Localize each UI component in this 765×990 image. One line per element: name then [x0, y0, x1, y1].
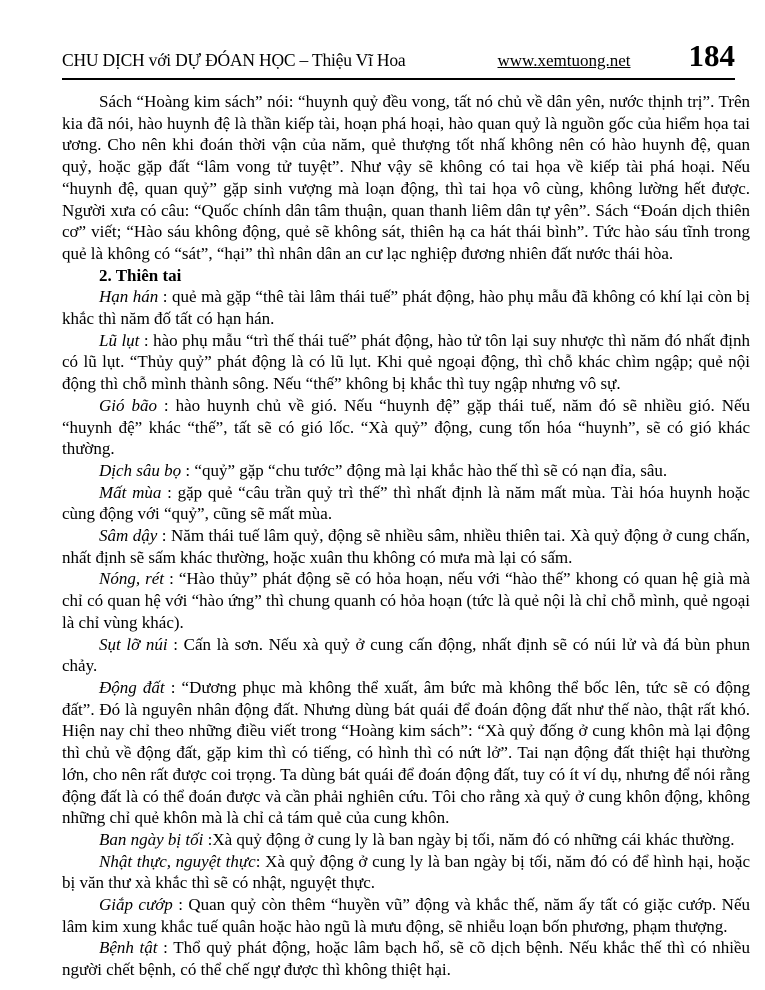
page-body	[62, 91, 750, 981]
disaster-entry: Lũ lụt : hào phụ mẫu “trì thế thái tuế” phát động, hào tử tôn lại suy nhược thì năm đó nhất định có lũ lụt. “Thủy quỷ” phát động là có lũ lụt. Khi quẻ ngoại động, thì chỗ khác chìm ngập; quẻ nội động thì chỗ mình thành sông. Nếu “thế” không bị khắc thì tuy ngập nhưng vô sự.	[62, 330, 750, 394]
disaster-entry: Mất mùa : gặp quẻ “câu trần quỷ trì thế” thì nhất định là năm mất mùa. Tài hóa huynh hoặc cùng động với “quỷ”, cũng sẽ mất mùa.	[62, 482, 750, 524]
disaster-entry: Giắp cướp : Quan quỷ còn thêm “huyền vũ” động và khắc thế, năm ấy tất có giặc cướp. Nếu lâm kim xung khắc tuế quân hoặc hào ngũ là mưu động, sẽ nhiễu loạn bốn phương, phạm thượng.	[62, 895, 750, 936]
disaster-entry: Nóng, rét : “Hào thủy” phát động sẽ có hỏa hoạn, nếu với “hào thế” khong có quan hệ già mà chỉ có quan hệ với “hào ứng” thì chung quanh có hỏa hoạn (tức là quẻ nội là chỉ chỗ mình, quẻ ngoại là chỉ vùng khác).	[62, 569, 750, 632]
website-url: www.xemtuong.net	[497, 51, 631, 70]
entry-term: Dịch sâu bọ	[99, 460, 182, 480]
entry-term: Động đất	[99, 677, 165, 697]
entry-term: Giắp cướp	[99, 895, 173, 915]
disaster-entry: Động đất : “Dương phục mà không thể xuất, âm bức mà không thể bốc lên, tức sẽ có động đất”. Đó là nguyên nhân động đất. Nhưng dùng bát quái để đoán động đất như thế nào, thật rất khó. Hiện nay chỉ theo những điều viết trong “Hoàng kim sách”: “Xà quỷ đống ở cung khôn mà lại động thì chủ về động đất, gặp kim thì có tiếng, có hình thì có nứt lở”. Tai nạn động đất thiệt hại thường lớn, cho nên rất được coi trọng. Ta dùng bát quái để đoán động đất, tuy có ít ví dụ, nhưng để nói rằng động đất là có thể đoán được và cần phải nghiên cứu. Tôi cho rằng xà quỷ ở cung khôn động, không những chỉ quẻ khôn mà là chỉ cả tám quẻ của cung khôn.	[62, 677, 751, 828]
disaster-entry: Gió bão : hào huynh chủ về gió. Nếu “huynh đệ” gặp thái tuế, năm đó sẽ nhiều gió. Nếu “huynh đệ” khác “thế”, tất sẽ có gió lốc. “Xà quỷ” động, cung tốn hóa “huynh”, sẽ có gió khác thường.	[62, 395, 751, 459]
section-heading: 2. Thiên tai	[99, 265, 182, 285]
disaster-entry: Sâm dậy : Năm thái tuế lâm quỷ, động sẽ nhiều sâm, nhiều thiên tai. Xà quỷ động ở cung chấn, nhất định sẽ sấm khác thường, hoặc xuân thu không có mưa mà lại có sấm.	[62, 526, 750, 567]
entry-term: Mất mùa	[99, 482, 162, 502]
entry-term: Sụt lỡ núi	[99, 634, 168, 654]
entry-term: Hạn hán	[99, 287, 159, 307]
disaster-entry: Bệnh tật : Thổ quỷ phát động, hoặc lâm bạch hổ, sẽ cõ dịch bệnh. Nếu khắc thế thì có nhiều người chết bệnh, có thể chế ngự được thì không thiệt hại.	[62, 938, 750, 980]
intro-paragraph: Sách “Hoàng kim sách” nói: “huynh quỷ đều vong, tất nó chủ về dân yên, nước thịnh trị”. Trên kia đã nói, hào huynh đệ là thần kiếp tài, hoạn phá hoại, hào quan quỷ là nguồn gốc của hiểm họa tai ương. Cho nên khi đoán thời vận của năm, quẻ thượng tốt nhấ không nên có hào huynh đệ, quan quỷ, hoặc gặp đất “lâm vong tử tuyệt”. Như vậy sẽ không có tai họa về kiếp tài phá hoại. Nếu “huynh đệ, quan quỷ” gặp sinh vượng mà loạn động, thì tai họa vô cùng, không lường hết được. Người xưa có câu: “Quốc chính dân tâm thuận, quan thanh liêm dân tự yên”. Sách “Đoán dịch thiên cơ” viết; “Hào sáu không động, quẻ sẽ không sát, thiên hạ ca hát thái bình”. Tức hào sáu tĩnh trong quẻ là không có “sát”, “hại” thì nhân dân an cư lạc nghiệp đương nhiên đất nước thái hòa.	[62, 92, 750, 263]
entry-term: Bệnh tật	[99, 938, 158, 958]
disaster-entry: Ban ngày bị tối :Xà quỷ động ở cung ly là ban ngày bị tối, năm đó có những cái khác thường.	[99, 829, 735, 849]
book-title: CHU DỊCH với DỰ ĐÓAN HỌC – Thiệu Vĩ Hoa	[62, 50, 406, 70]
disaster-entry: Nhật thực, nguyệt thực: Xà quỷ động ở cung ly là ban ngày bị tối, năm đó có để hình hại, hoặc bị văn thư xà khắc thì sẽ có nhật, nguyệt thực.	[62, 851, 750, 893]
disaster-entry: Hạn hán : quẻ mà gặp “thê tài lâm thái tuế” phát động, hào phụ mẫu đã không có khí lại còn bị khắc thì năm đố tất có hạn hán.	[62, 287, 751, 329]
entry-term: Gió bão	[99, 395, 157, 415]
entry-term: Nhật thực, nguyệt thực	[99, 851, 256, 871]
disaster-entry: Sụt lỡ núi : Cấn là sơn. Nếu xà quỷ ở cung cấn động, nhất định sẽ có núi lử và đá bùn phun chảy.	[62, 634, 750, 676]
page-header	[62, 38, 735, 80]
entry-term: Nóng, rét	[99, 569, 165, 589]
entries-container	[62, 286, 750, 981]
entry-term: Sâm dậy	[99, 526, 158, 546]
disaster-entry: Dịch sâu bọ : “quỷ” gặp “chu tước” động mà lại khắc hào thế thì sẽ có nạn đỉa, sâu.	[99, 460, 668, 480]
page-number: 184	[688, 38, 735, 73]
entry-term: Lũ lụt	[99, 330, 140, 350]
entry-term: Ban ngày bị tối	[99, 829, 204, 849]
